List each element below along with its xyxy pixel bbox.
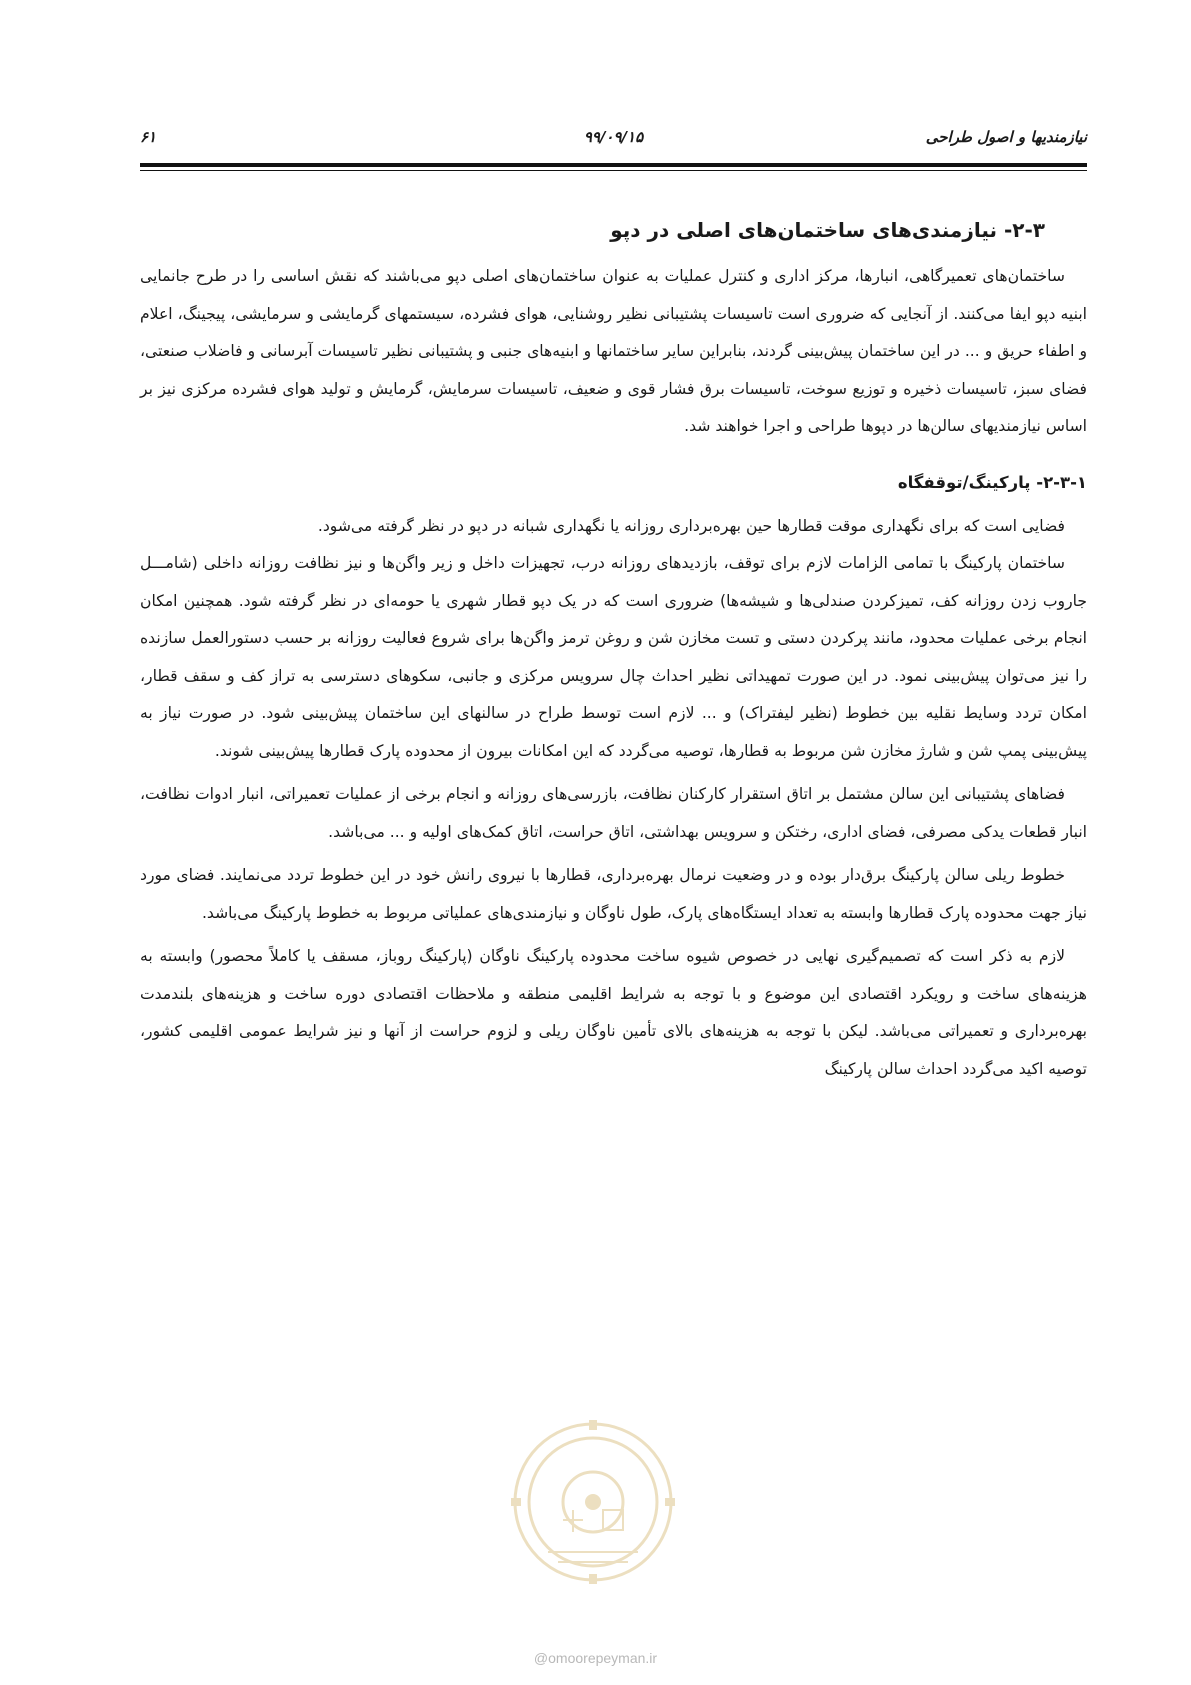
watermark-seal-logo: [488, 1402, 698, 1602]
seal-icon: [488, 1402, 698, 1602]
header-date: ۹۹/۰۹/۱۵: [583, 128, 644, 146]
header-rule-thin: [140, 170, 1087, 171]
paragraph-4: خطوط ریلی سالن پارکینگ برق‌دار بوده و در وضعیت نرمال بهره‌برداری، قطارها با نیروی رانش خود در این خطوط تردد می‌نمایند. فضای مورد نیاز جهت محدوده پارک قطارها وابسته به تعداد ایستگاه‌های پارک، طول ناوگان و نیازمندی‌های عملیاتی مربوط به خطوط پارکینگ می‌باشد.: [140, 866, 1087, 922]
subsection-heading: ۲-۳-۱- پارکینگ/توقفگاه: [897, 472, 1087, 492]
header-rule-thick: [140, 163, 1087, 167]
section-heading: ۲-۳- نیازمندی‌های ساختمان‌های اصلی در دپو: [610, 218, 1045, 242]
paragraph-2: ساختمان پارکینگ با تمامی الزامات لازم برای توقف، بازدیدهای روزانه درب، تجهیزات داخل و زیر واگن‌ها و نیز نظافت روزانه داخلی (شامـــل جاروب زدن روزانه کف، تمیزکردن صندلی‌ها و شیشه‌ها) ضروری است که در یک دپو قطار شهری یا حومه‌ای در نظر گرفته شود. همچنین امکان انجام برخی عملیات محدود، مانند پرکردن دستی و تست مخازن شن و روغن ترمز واگن‌ها برای شروع فعالیت روزانه بر حسب دستورالعمل سازنده را نیز می‌توان پیش‌بینی نمود. در این صورت تمهیداتی نظیر احداث چال سرویس مرکزی و جانبی، سکوهای دسترسی به تراز کف و سقف قطار، امکان تردد وسایط نقلیه بین خطوط (نظیر لیفتراک) و ... لازم است توسط طراح در سالنهای این ساختمان پیش‌بینی شود. در صورت نیاز به پیش‌بینی پمپ شن و شارژ مخازن شن مربوط به قطارها، توصیه می‌گردد که این امکانات بیرون از محدوده پارک قطارها پیش‌بینی شوند.: [140, 554, 1087, 760]
paragraph-5: لازم به ذکر است که تصمیم‌گیری نهایی در خصوص شیوه ساخت محدوده پارکینگ ناوگان (پارکینگ روباز، مسقف یا کاملاً محصور) وابسته به هزینه‌های ساخت و رویکرد اقتصادی این موضوع و با توجه به شرایط اقلیمی منطقه و ملاحظات اقتصادی دوره ساخت و هزینه‌های بلندمدت بهره‌برداری و تعمیراتی می‌باشد. لیکن با توجه به هزینه‌های بالای تأمین ناوگان ریلی و لزوم حراست از آنها و نیز شرایط عمومی اقلیمی کشور، توصیه اکید می‌گردد احداث سالن پارکینگ: [140, 947, 1087, 1078]
page-header: [140, 126, 1087, 152]
paragraph-1: فضایی است که برای نگهداری موقت قطارها حین بهره‌برداری روزانه یا نگهداری شبانه در دپو در نظر گرفته می‌شود.: [317, 516, 1065, 535]
section-intro-paragraph: ساختمان‌های تعمیرگاهی، انبارها، مرکز اداری و کنترل عملیات به عنوان ساختمان‌های اصلی دپو می‌باشند که نقش اساسی را در طرح جانمایی ابنیه دپو ایفا می‌کنند. از آنجایی که ضروری است تاسیسات پشتیبانی نظیر روشنایی، هوای فشرده، سیستمهای گرمایشی و سرمایشی، پیجینگ، اعلام و اطفاء حریق و ... در این ساختمان پیش‌بینی گردند، بنابراین سایر ساختمانها و ابنیه‌های جنبی و پشتیبانی نظیر تاسیسات آبرسانی و فاضلاب صنعتی، فضای سبز، تاسیسات ذخیره و توزیع سوخت، تاسیسات برق فشار قوی و ضعیف، تاسیسات سرمایش، گرمایش و تولید هوای فشرده مرکزی نیز بر اساس نیازمندیهای سالن‌ها در دپوها طراحی و اجرا خواهند شد.: [140, 267, 1087, 435]
watermark-url: @omoorepeyman.ir: [533, 1650, 658, 1666]
paragraph-3: فضاهای پشتیبانی این سالن مشتمل بر اتاق استقرار کارکنان نظافت، بازرسی‌های روزانه و انجام برخی از عملیات تعمیراتی، انبار ادوات نظافت، انبار قطعات یدکی مصرفی، فضای اداری، رختکن و سرویس بهداشتی، اتاق حراست، اتاق کمک‌های اولیه و ... می‌باشد.: [140, 785, 1087, 841]
header-title: نیازمندیها و اصول طراحی: [925, 128, 1087, 146]
page-body: [140, 214, 1087, 1088]
page-number: ۶۱: [140, 128, 157, 146]
